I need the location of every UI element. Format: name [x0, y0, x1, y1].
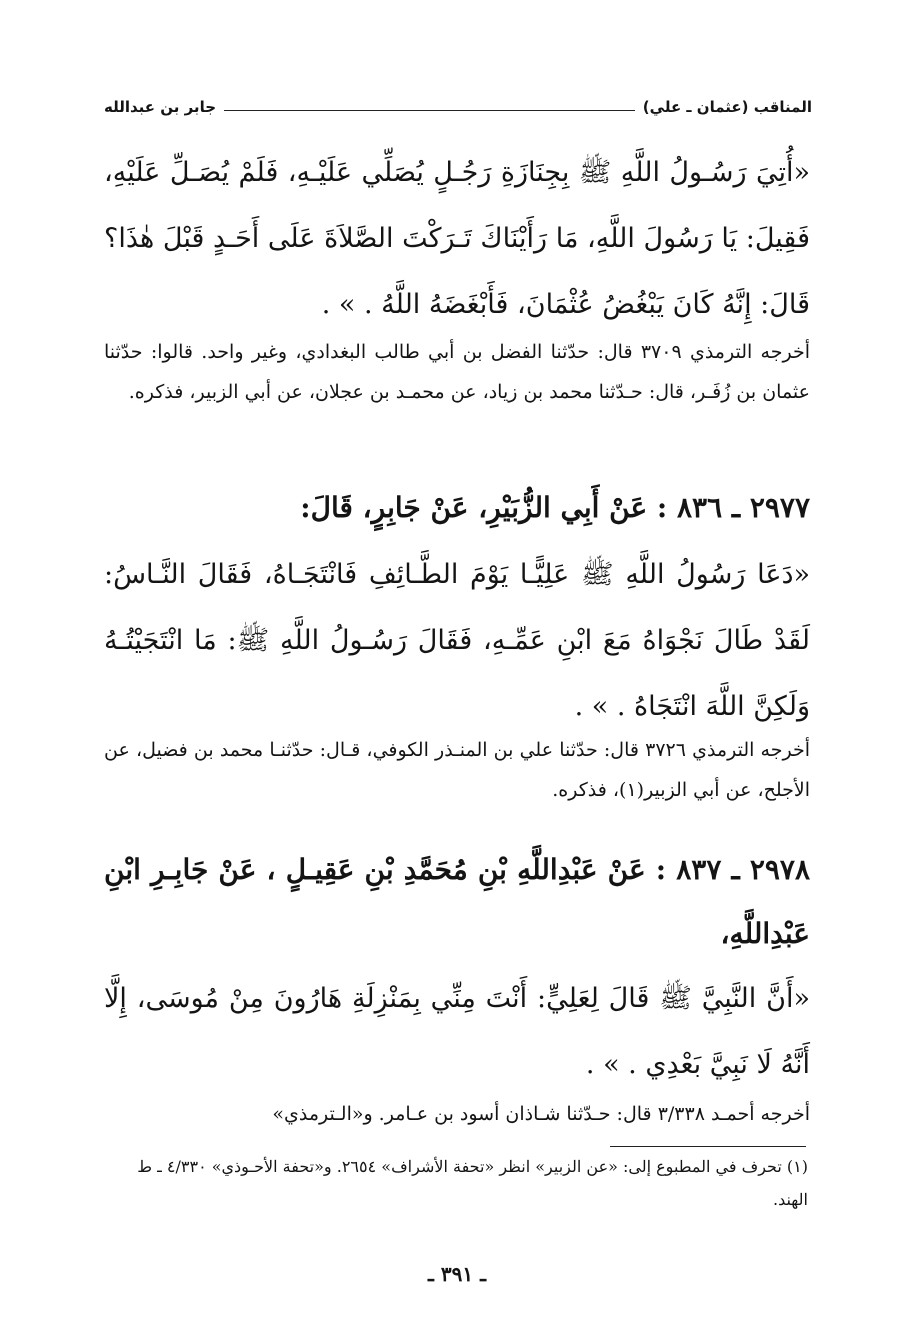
footnote-separator	[610, 1146, 806, 1147]
footnote-1: (١) تحرف في المطبوع إلى: «عن الزبير» انظر «تحفة الأشراف» ٢٦٥٤. و«تحفة الأحـوذي» ٤/٣٣٠ ـ ط الهند.	[137, 1157, 808, 1209]
hadith-text-3: «أَنَّ النَّبِيَّ ﷺ قَالَ لِعَلِيٍّ: أَنْتَ مِنِّي بِمَنْزِلَةِ هَارُونَ مِنْ مُوسَى، إِلَّا أَنَّهُ لَا نَبِيَّ بَعْدِي . » .	[104, 983, 810, 1080]
takhrij-note-1: أخرجه الترمذي ٣٧٠٩ قال: حدّثنا الفضل بن أبي طالب البغدادي، وغير واحد. قالوا: حدّثنا عثمان بن زُفَـر، قال: حـدّثنا محمد بن زياد، عن محمـد بن عجلان، عن أبي الزبير، فذكره.	[104, 341, 810, 403]
hadith-heading-2978: ٢٩٧٨ ـ ٨٣٧ : عَنْ عَبْدِاللَّهِ بْنِ مُحَمَّدِ بْنِ عَقِيـلٍ ، عَنْ جَابِـرِ ابْنِ عَبْدِاللَّهِ،	[104, 853, 810, 950]
hadith-text-2: «دَعَا رَسُولُ اللَّهِ ﷺ عَلِيًّـا يَوْمَ الطَّـائِفِ فَانْتَجَـاهُ، فَقَالَ النَّـاسُ: لَقَدْ طَالَ نَجْوَاهُ مَعَ ابْنِ عَمِّـهِ، فَقَالَ رَسُـولُ اللَّهِ ﷺ: مَا انْتَجَيْتُـهُ وَلَكِنَّ اللَّهَ انْتَجَاهُ . » .	[104, 559, 810, 722]
hadith-heading-2977: ٢٩٧٧ ـ ٨٣٦ : عَنْ أَبِي الزُّبَيْرِ، عَنْ جَابِرٍ، قَالَ:	[300, 491, 810, 524]
page-number: ـ ٣٩١ ـ	[428, 1262, 486, 1286]
header-chapter-title: جابر بن عبدالله	[104, 98, 217, 116]
running-header	[104, 92, 812, 122]
hadith-text-1: «أُتِيَ رَسُـولُ اللَّهِ ﷺ بِجِنَازَةِ رَجُـلٍ يُصَلِّي عَلَيْـهِ، فَلَمْ يُصَـلِّ عَلَيْهِ، فَقِيلَ: يَا رَسُولَ اللَّهِ، مَا رَأَيْنَاكَ تَـرَكْتَ الصَّلاَةَ عَلَى أَحَـدٍ قَبْلَ هٰذَا؟ قَالَ: إِنَّهُ كَانَ يَبْغُضُ عُثْمَانَ، فَأَبْغَضَهُ اللَّهُ . » .	[104, 157, 810, 320]
takhrij-note-3: أخرجه أحمـد ٣/٣٣٨ قال: حـدّثنا شـاذان أسود بن عـامر. و«الـترمذي»	[272, 1103, 810, 1125]
takhrij-note-2: أخرجه الترمذي ٣٧٢٦ قال: حدّثنا علي بن المنـذر الكوفي، قـال: حدّثنـا محمد بن فضيل، عن الأجلح، عن أبي الزبير(١)، فذكره.	[104, 739, 810, 801]
header-rule	[224, 110, 635, 111]
header-section-title: المناقب (عثمان ـ علي)	[642, 98, 812, 116]
